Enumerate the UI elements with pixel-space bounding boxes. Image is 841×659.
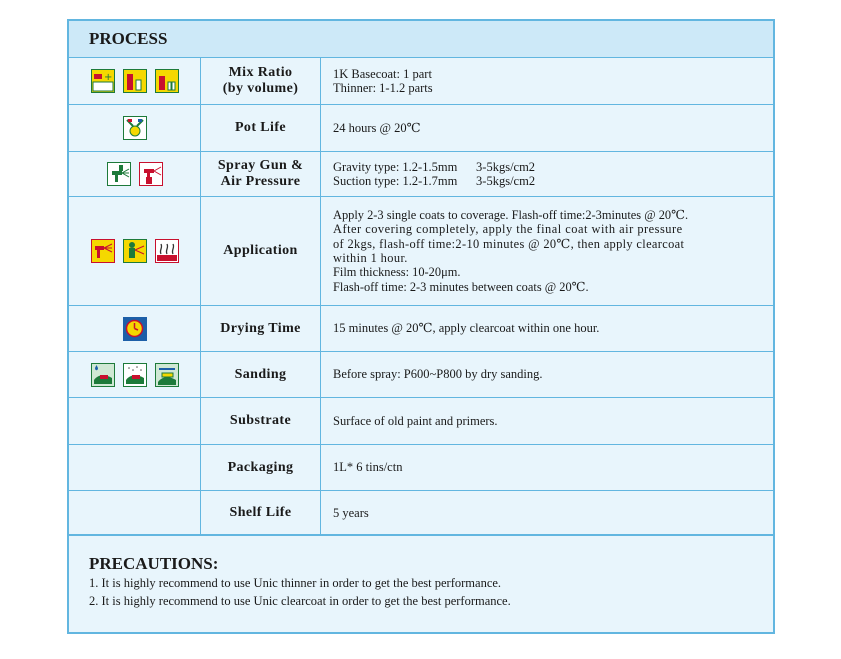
row-label: Sanding xyxy=(201,352,321,398)
table-row xyxy=(69,152,773,197)
table-row xyxy=(69,445,773,491)
pot-life-icon xyxy=(123,116,147,140)
row-label: Application xyxy=(201,197,321,306)
ratio-bars-icon xyxy=(123,69,147,93)
row-value: Gravity type: 1.2-1.5mm 3-5kgs/cm2 Suction type: 1.2-1.7mm 3-5kgs/cm2 xyxy=(321,152,774,197)
icons-cell xyxy=(69,152,201,197)
flash-off-icon xyxy=(155,239,179,263)
precaution-item: 1. It is highly recommend to use Unic thinner in order to get the best performance. xyxy=(89,576,502,590)
clock-icon xyxy=(123,317,147,341)
row-label: Spray Gun & Air Pressure xyxy=(201,152,321,197)
gravity-gun-icon xyxy=(107,162,131,186)
icons-cell xyxy=(69,352,201,398)
table-row xyxy=(69,105,773,152)
icons-cell xyxy=(69,105,201,152)
table-row xyxy=(69,197,773,306)
wet-sanding-icon xyxy=(91,363,115,387)
row-value: 1K Basecoat: 1 part Thinner: 1-1.2 parts xyxy=(321,58,774,105)
row-value: 1L* 6 tins/ctn xyxy=(321,445,774,491)
table-row xyxy=(69,58,773,105)
table-row xyxy=(69,398,773,445)
row-label: Packaging xyxy=(201,445,321,491)
icons-cell xyxy=(69,491,201,536)
ratio-bars-small-icon xyxy=(155,69,179,93)
dry-sanding-icon xyxy=(123,363,147,387)
row-value: 5 years xyxy=(321,491,774,536)
row-value: 15 minutes @ 20℃, apply clearcoat within one hour. xyxy=(321,306,774,352)
icons-cell xyxy=(69,398,201,445)
mix-paint-icon xyxy=(91,69,115,93)
precautions-title: PRECAUTIONS: xyxy=(89,554,219,573)
row-label: Shelf Life xyxy=(201,491,321,536)
table-row xyxy=(69,352,773,398)
icons-cell xyxy=(69,197,201,306)
process-title: PROCESS xyxy=(89,29,168,48)
row-value: Before spray: P600~P800 by dry sanding. xyxy=(321,352,774,398)
spray-coat-icon xyxy=(91,239,115,263)
process-table xyxy=(69,57,773,536)
table-row xyxy=(69,491,773,536)
table-row xyxy=(69,306,773,352)
spray-person-icon xyxy=(123,239,147,263)
row-label: Drying Time xyxy=(201,306,321,352)
row-value: Surface of old paint and primers. xyxy=(321,398,774,445)
precautions-section xyxy=(69,534,773,632)
hand-sanding-icon xyxy=(155,363,179,387)
icons-cell xyxy=(69,445,201,491)
suction-gun-icon xyxy=(139,162,163,186)
row-value: 24 hours @ 20℃ xyxy=(321,105,774,152)
icons-cell xyxy=(69,58,201,105)
icons-cell xyxy=(69,306,201,352)
row-label: Pot Life xyxy=(201,105,321,152)
row-label: Substrate xyxy=(201,398,321,445)
process-sheet xyxy=(67,19,775,634)
process-header xyxy=(69,21,773,58)
row-value: Apply 2-3 single coats to coverage. Flash-off time:2-3minutes @ 20℃. After covering completely, apply the final coat with air pressure of 2kgs, flash-off time:2-10 minutes @ 20℃, then apply clearcoat within 1 hour. Film thickness: 10-20μm. Flash-off time: 2-3 minutes between coats @ 20℃. xyxy=(321,197,774,306)
precaution-item: 2. It is highly recommend to use Unic clearcoat in order to get the best performance. xyxy=(89,594,511,608)
svg-text:+: + xyxy=(103,72,112,83)
row-label: Mix Ratio (by volume) xyxy=(201,58,321,105)
